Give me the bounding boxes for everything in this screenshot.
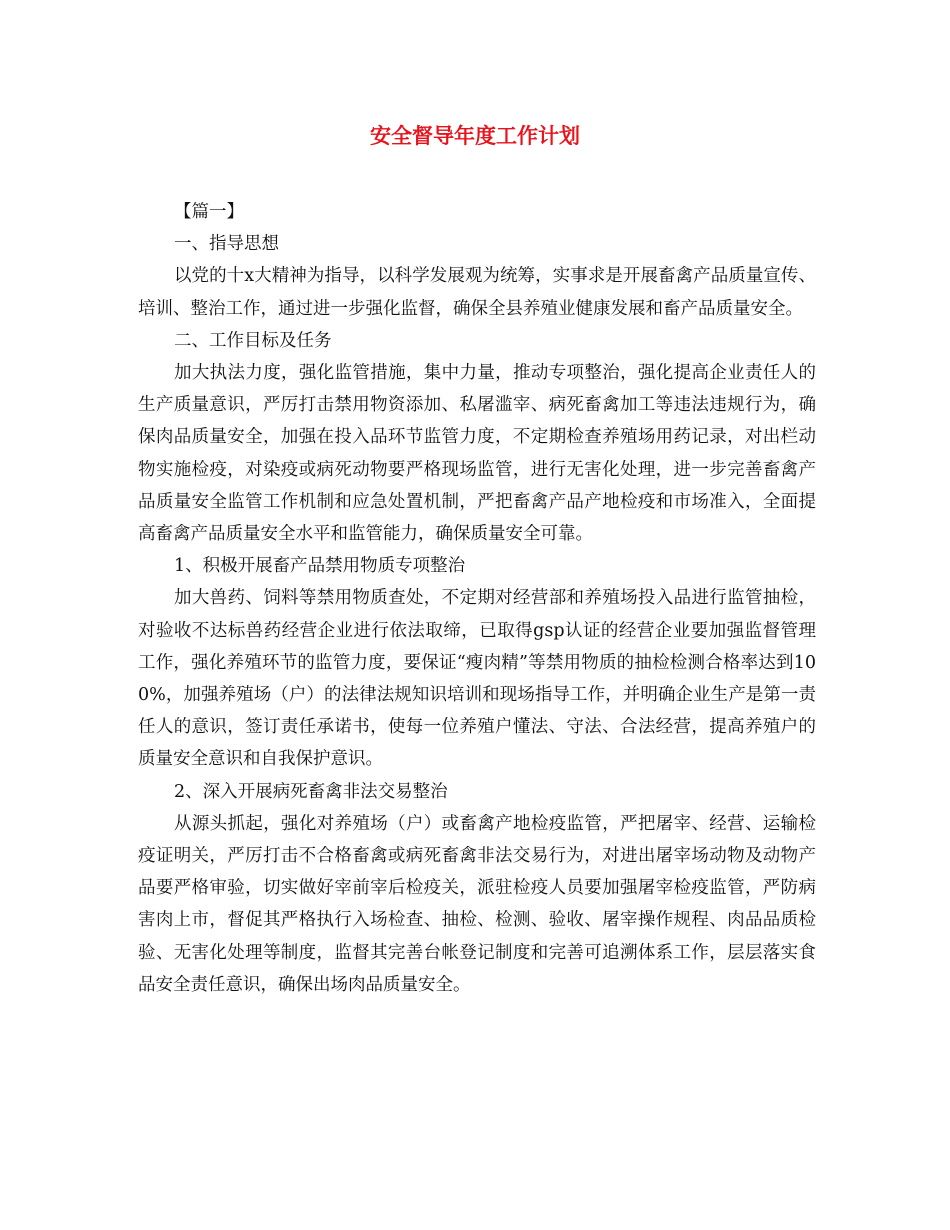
section-label: 【篇一】: [174, 202, 244, 222]
paragraph-guiding-ideology: 以党的十x大精神为指导，以科学发展观为统筹，实事求是开展畜禽产品质量宣传、培训、整治工作，通过进一步强化监督，确保全县养殖业健康发展和畜产品质量安全。: [138, 266, 816, 319]
paragraph-illegal-trade: 从源头抓起，强化对养殖场（户）或畜禽产地检疫监管，严把屠宰、经营、运输检疫证明关，严厉打击不合格畜禽或病死畜禽非法交易行为，对进出屠宰场动物及动物产品要严格审验，切实做好宰前宰后检疫关，派驻检疫人员要加强屠宰检疫监管，严防病害肉上市，督促其严格执行入场检查、抽检、检测、验收、屠宰操作规程、肉品品质检验、无害化处理等制度，监督其完善台帐登记制度和完善可追溯体系工作，层层落实食品安全责任意识，确保出场肉品质量安全。: [138, 813, 816, 995]
heading-guiding-ideology: 一、指导思想: [174, 234, 279, 255]
paragraph-goals-tasks: 加大执法力度，强化监管措施，集中力量，推动专项整治，强化提高企业责任人的生产质量意识，严厉打击禁用物资添加、私屠滥宰、病死畜禽加工等违法违规行为，确保肉品质量安全，加强在投入品环节监管力度，不定期检查养殖场用药记录，对出栏动物实施检疫，对染疫或病死动物要严格现场监管，进行无害化处理，进一步完善畜禽产品质量安全监管工作机制和应急处置机制，严把畜禽产品产地检疫和市场准入，全面提高畜禽产品质量安全水平和监管能力，确保质量安全可靠。: [138, 363, 816, 545]
document-title: 安全督导年度工作计划: [370, 124, 580, 148]
paragraph-prohibited-substances: 加大兽药、饲料等禁用物质查处，不定期对经营部和养殖场投入品进行监管抽检，对验收不达标兽药经营企业进行依法取缔，已取得gsp认证的经营企业要加强监督管理工作，强化养殖环节的监管力度，要保证“瘦肉精”等禁用物质的抽检检测合格率达到100%，加强养殖场（户）的法律法规知识培训和现场指导工作，并明确企业生产是第一责任人的意识，签订责任承诺书，使每一位养殖户懂法、守法、合法经营，提高养殖户的质量安全意识和自我保护意识。: [138, 588, 816, 770]
heading-illegal-trade: 2、深入开展病死畜禽非法交易整治: [174, 781, 448, 802]
heading-prohibited-substances: 1、积极开展畜产品禁用物质专项整治: [174, 556, 466, 577]
document-body: [138, 196, 816, 1001]
heading-goals-tasks: 二、工作目标及任务: [174, 330, 332, 351]
